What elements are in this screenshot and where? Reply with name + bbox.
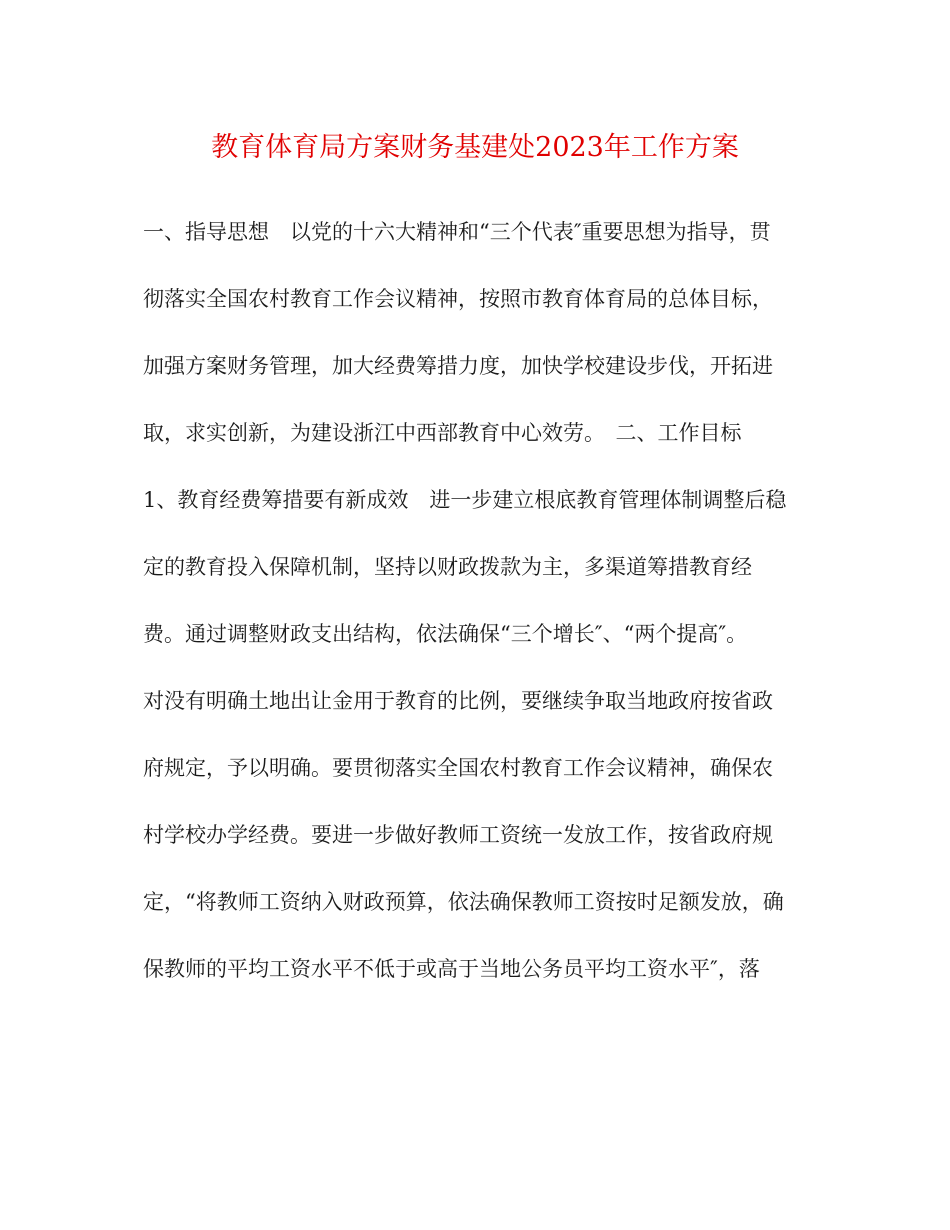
paragraph-line: 定的教育投入保障机制，坚持以财政拨款为主，多渠道筹措教育经 xyxy=(143,555,752,579)
paragraph-line: 一、指导思想 以党的十六大精神和“三个代表″重要思想为指导，贯 xyxy=(143,220,771,244)
paragraph-line: 定，“将教师工资纳入财政预算，依法确保教师工资按时足额发放，确 xyxy=(143,890,784,914)
paragraph-line: 府规定，予以明确。要贯彻落实全国农村教育工作会议精神，确保农 xyxy=(143,756,773,780)
paragraph-line: 对没有明确土地出让金用于教育的比例，要继续争取当地政府按省政 xyxy=(143,689,773,713)
paragraph-line: 彻落实全国农村教育工作会议精神，按照市教育体育局的总体目标， xyxy=(143,287,773,311)
paragraph-line: 取，求实创新，为建设浙江中西部教育中心效劳。 二、工作目标 xyxy=(143,421,742,445)
paragraph-line: 1、教育经费筹措要有新成效 进一步建立根底教育管理体制调整后稳 xyxy=(143,488,787,512)
paragraph-line: 村学校办学经费。要进一步做好教师工资统一发放工作，按省政府规 xyxy=(143,823,773,847)
paragraph-line: 费。通过调整财政支出结构，依法确保“三个增长″、“两个提高″。 xyxy=(143,622,748,646)
paragraph-line: 保教师的平均工资水平不低于或高于当地公务员平均工资水平″，落 xyxy=(143,957,760,981)
document-title: 教育体育局方案财务基建处2023年工作方案 xyxy=(211,132,739,163)
paragraph-line: 加强方案财务管理，加大经费筹措力度，加快学校建设步伐，开拓进 xyxy=(143,354,773,378)
